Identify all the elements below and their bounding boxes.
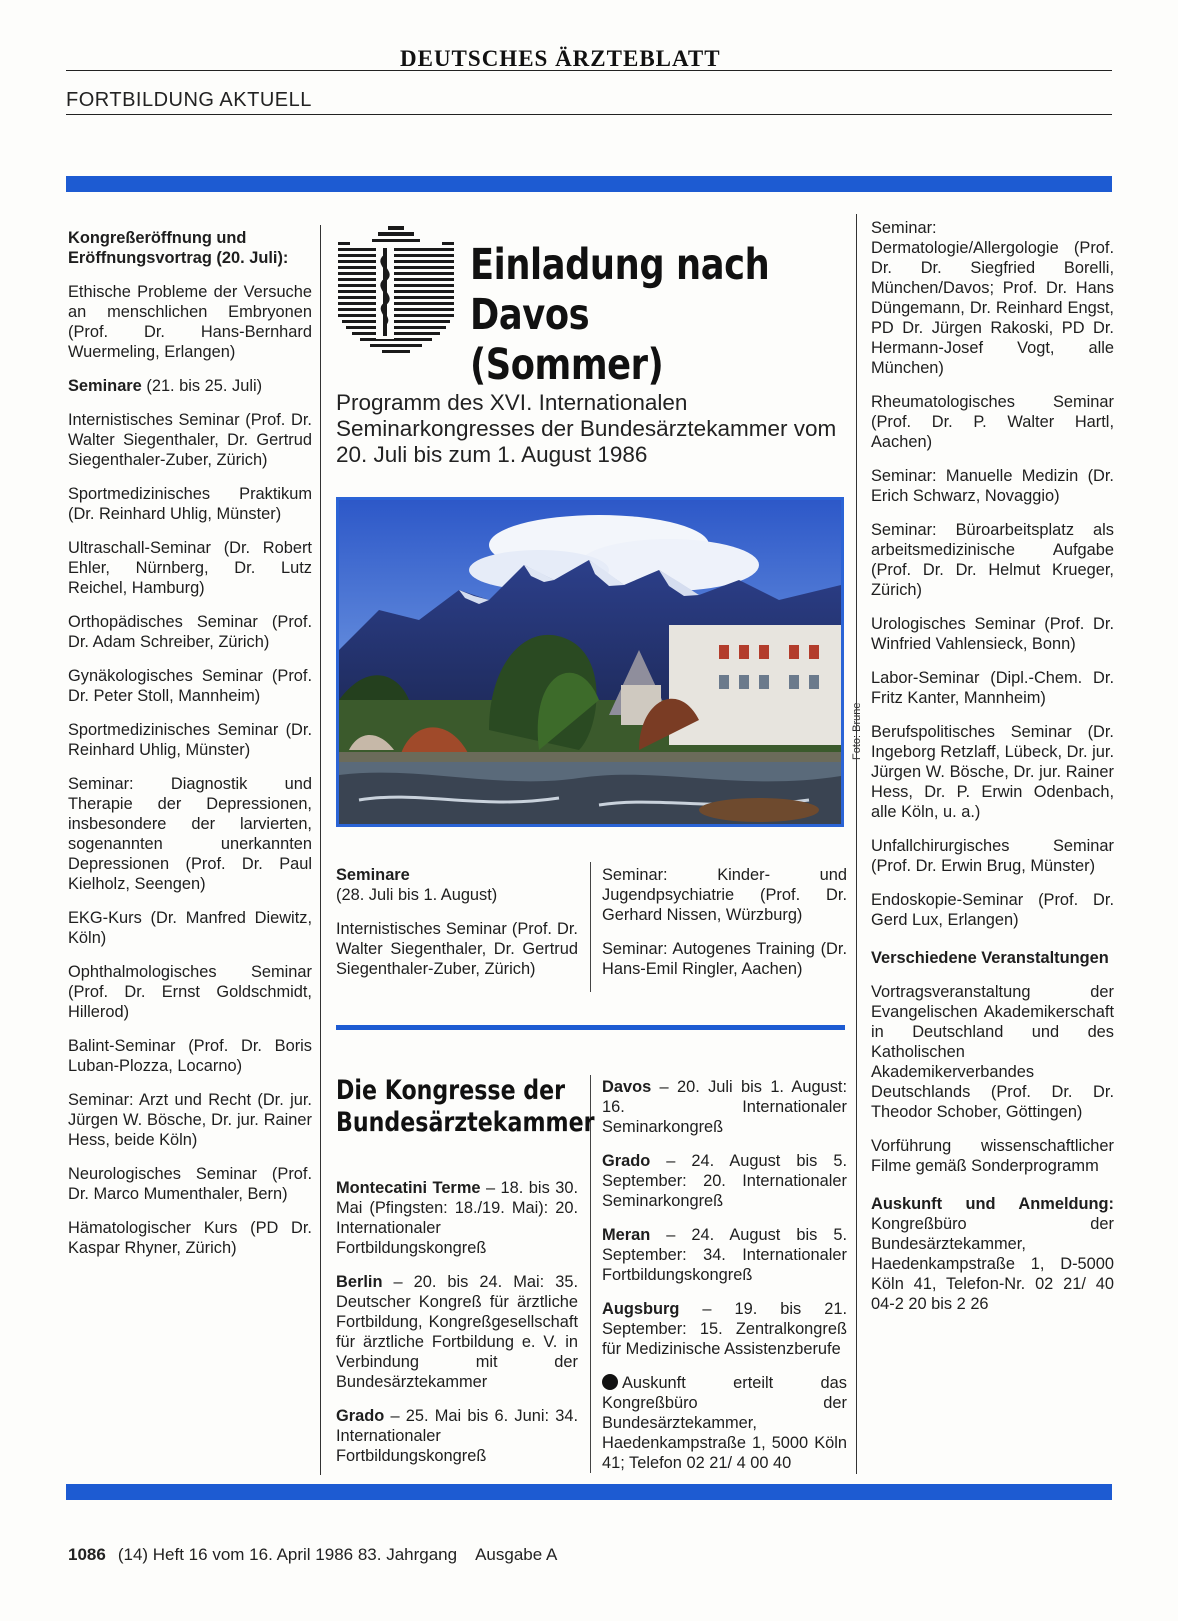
paragraph-text: EKG-Kurs (Dr. Manfred Diewitz, Köln) (68, 909, 312, 947)
paragraph (871, 890, 1114, 930)
paragraph-text: Balint-Seminar (Prof. Dr. Boris Luban-Plozza, Locarno) (68, 1037, 312, 1075)
bundesaerztekammer-logo-icon (338, 226, 454, 356)
paragraph-text: – 25. Mai bis 6. Juni: 34. Internationaler Fortbildungskongreß (336, 1407, 578, 1465)
paragraph (871, 614, 1114, 654)
paragraph (336, 1178, 578, 1258)
paragraph (602, 1151, 847, 1211)
article-lead: Programm des XVI. Internationalen Seminarkongresses der Bundesärztekammer vom 20. Juli bis zum 1. August 1986 (336, 390, 837, 467)
paragraph (68, 774, 312, 894)
kongresse-title: Die Kongresse der Bundesärztekammer (336, 1075, 595, 1138)
paragraph-text: Rheumatologisches Seminar (Prof. Dr. P. Walter Hartl, Aachen) (871, 393, 1114, 451)
paragraph (68, 1218, 312, 1258)
paragraph-text: Seminar: Büroarbeitsplatz als arbeitsmedizinische Aufgabe (Prof. Dr. Dr. Helmut Krueger, Zürich) (871, 521, 1114, 599)
paragraph (871, 668, 1114, 708)
paragraph-text: Sportmedizinisches Seminar (Dr. Reinhard Uhlig, Münster) (68, 721, 312, 759)
column-divider-right (856, 214, 857, 1474)
paragraph (68, 538, 312, 598)
info-paragraph (602, 1373, 847, 1473)
paragraph-text: Seminar: Kinder- und Jugendpsychiatrie (Prof. Dr. Gerhard Nissen, Würzburg) (602, 866, 847, 924)
paragraph-text: Labor-Seminar (Dipl.-Chem. Dr. Fritz Kanter, Mannheim) (871, 669, 1114, 707)
paragraph (871, 1136, 1114, 1176)
paragraph-text: Hämatologischer Kurs (PD Dr. Kaspar Rhyner, Zürich) (68, 1219, 312, 1257)
header-rule-bottom (66, 114, 1112, 115)
paragraph-heading: Berlin (336, 1273, 383, 1291)
paragraph-heading: Seminare (336, 866, 410, 884)
paragraph-text: Berufspolitisches Seminar (Dr. Ingeborg Retzlaff, Lübeck, Dr. jur. Jürgen W. Bösche, Dr. jur. Rainer Hess, Dr. P. Erwin Odenbach, alle Köln, u. a.) (871, 723, 1114, 821)
paragraph-text: Urologisches Seminar (Prof. Dr. Winfried Vahlensieck, Bonn) (871, 615, 1114, 653)
paragraph-text: Endoskopie-Seminar (Prof. Dr. Gerd Lux, Erlangen) (871, 891, 1114, 929)
top-blue-bar (66, 176, 1112, 192)
davos-photo (336, 497, 844, 827)
edition-info: Ausgabe A (475, 1545, 558, 1564)
paragraph-text: Seminar: Arzt und Recht (Dr. jur. Jürgen W. Bösche, Dr. jur. Rainer Hess, beide Köln) (68, 1091, 312, 1149)
journal-title: DEUTSCHES ÄRZTEBLATT (400, 46, 721, 71)
column-left (68, 228, 312, 1272)
paragraph (871, 722, 1114, 822)
column-divider-mid-upper (590, 862, 591, 992)
paragraph-heading: Davos (602, 1078, 652, 1096)
paragraph-text: Gynäkologisches Seminar (Prof. Dr. Peter Stoll, Mannheim) (68, 667, 312, 705)
paragraph (871, 218, 1114, 378)
paragraph-text: Vortragsveranstaltung der Evangelischen Akademikerschaft in Deutschland und des Katholischen Akademikerverbandes Deutschlands (Prof. Dr. Dr. Theodor Schober, Göttingen) (871, 983, 1114, 1121)
column-right (871, 218, 1114, 1328)
paragraph-text: Neurologisches Seminar (Prof. Dr. Marco Mumenthaler, Bern) (68, 1165, 312, 1203)
paragraph-text: Unfallchirurgisches Seminar (Prof. Dr. Erwin Brug, Münster) (871, 837, 1114, 875)
paragraph-heading: Verschiedene Veranstaltungen (871, 949, 1109, 967)
paragraph (68, 484, 312, 524)
paragraph (602, 1077, 847, 1137)
paragraph (871, 392, 1114, 452)
issue-info: (14) Heft 16 vom 16. April 1986 83. Jahrgang (117, 1545, 458, 1564)
paragraph-heading: Montecatini Terme (336, 1179, 481, 1197)
paragraph (602, 939, 847, 979)
paragraph-text: Ophthalmologisches Seminar (Prof. Dr. Ernst Goldschmidt, Hillerod) (68, 963, 312, 1021)
paragraph (602, 865, 847, 925)
bottom-blue-bar (66, 1484, 1112, 1500)
paragraph-text: Kongreßbüro der Bundesärztekammer, Haedenkampstraße 1, D-5000 Köln 41, Telefon-Nr. 02 21/ 40 04-2 20 bis 2 26 (871, 1215, 1114, 1313)
section-name: FORTBILDUNG AKTUELL (66, 89, 312, 111)
paragraph (602, 1299, 847, 1359)
info-text: Auskunft erteilt das Kongreßbüro der Bundesärztekammer, Haedenkampstraße 1, 5000 Köln 41; Telefon 02 21/ 4 00 40 (602, 1374, 847, 1472)
paragraph-text: (28. Juli bis 1. August) (336, 886, 498, 904)
paragraph-text: – 18. bis 30. Mai (Pfingsten: 18./19. Mai): 20. Internationaler Fortbildungskongreß (336, 1179, 579, 1257)
paragraph (336, 865, 578, 905)
paragraph (336, 1406, 578, 1466)
paragraph-text: Internistisches Seminar (Prof. Dr. Walter Siegenthaler, Dr. Gertrud Siegenthaler-Zuber, Zürich) (336, 920, 578, 978)
paragraph (68, 1090, 312, 1150)
header-rule-top (66, 70, 1112, 71)
paragraph (871, 836, 1114, 876)
photo-credit: Foto: Brune (851, 702, 863, 760)
page-number: 1086 (68, 1545, 106, 1564)
column-mid-right-lower (602, 1077, 847, 1487)
paragraph (871, 1194, 1114, 1314)
paragraph (336, 919, 578, 979)
paragraph (871, 520, 1114, 600)
paragraph-text: Ethische Probleme der Versuche an menschlichen Embryonen (Prof. Dr. Hans-Bernhard Wuermeling, Erlangen) (68, 283, 312, 361)
paragraph-text: Sportmedizinisches Praktikum (Dr. Reinhard Uhlig, Münster) (68, 485, 312, 523)
paragraph-text: – 20. Juli bis 1. August: 16. Internationaler Seminarkongreß (602, 1078, 847, 1136)
paragraph (68, 666, 312, 706)
paragraph-text: Internistisches Seminar (Prof. Dr. Walter Siegenthaler, Dr. Gertrud Siegenthaler-Zuber, Zürich) (68, 411, 312, 469)
paragraph-text: Seminar: Dermatologie/Allergologie (Prof. Dr. Dr. Siegfried Borelli, München/Davos; Prof. Dr. Hans Düngemann, Dr. Reinhard Engst, PD Dr. Jürgen Rakoski, PD Dr. Hermann-Josef Vogt, alle München) (871, 219, 1114, 377)
paragraph-text: Seminar: Diagnostik und Therapie der Depressionen, insbesondere der larvierten, sogenannten unerkannten Depressionen (Prof. Dr. Paul Kielholz, Seengen) (68, 775, 312, 893)
middle-blue-rule (336, 1025, 845, 1030)
paragraph (871, 466, 1114, 506)
paragraph-heading: Seminare (68, 377, 142, 395)
paragraph (68, 1036, 312, 1076)
paragraph-heading: Meran (602, 1226, 651, 1244)
paragraph-text: – 24. August bis 5. September: 34. Internationaler Fortbildungskongreß (602, 1226, 847, 1284)
paragraph-heading: Augsburg (602, 1300, 680, 1318)
paragraph-text: Ultraschall-Seminar (Dr. Robert Ehler, Nürnberg, Dr. Lutz Reichel, Hamburg) (68, 539, 312, 597)
paragraph-text: – 19. bis 21. September: 15. Zentralkongreß für Medizinische Assistenzberufe (602, 1300, 847, 1358)
paragraph-heading: Kongreßeröffnung und Eröffnungsvortrag (20. Juli): (68, 229, 289, 267)
paragraph-heading: Auskunft und Anmeldung: (871, 1195, 1114, 1213)
article-headline: Einladung nach Davos (Sommer) (470, 240, 770, 390)
paragraph (68, 282, 312, 362)
paragraph-text: – 24. August bis 5. September: 20. Internationaler Seminarkongreß (602, 1152, 847, 1210)
paragraph-text: Seminar: Autogenes Training (Dr. Hans-Emil Ringler, Aachen) (602, 940, 847, 978)
paragraph (68, 962, 312, 1022)
column-mid-left-upper (336, 865, 578, 993)
paragraph-heading: Grado (336, 1407, 385, 1425)
paragraph (68, 720, 312, 760)
column-mid-left-lower (336, 1178, 578, 1480)
paragraph-text: Orthopädisches Seminar (Prof. Dr. Adam Schreiber, Zürich) (68, 613, 312, 651)
paragraph (68, 612, 312, 652)
paragraph (68, 1164, 312, 1204)
paragraph (336, 1272, 578, 1392)
bullet-icon (602, 1374, 618, 1390)
paragraph (602, 1225, 847, 1285)
paragraph (68, 228, 312, 268)
paragraph-text: Vorführung wissenschaftlicher Filme gemäß Sonderprogramm (871, 1137, 1114, 1175)
paragraph (68, 376, 312, 396)
paragraph-text: Seminar: Manuelle Medizin (Dr. Erich Schwarz, Novaggio) (871, 467, 1114, 505)
paragraph-text: – 20. bis 24. Mai: 35. Deutscher Kongreß für ärztliche Fortbildung, Kongreßgesellschaft für ärztliche Fortbildung e. V. in Verbindung mit der Bundesärztekammer (336, 1273, 578, 1391)
paragraph (871, 948, 1114, 968)
paragraph (68, 410, 312, 470)
paragraph (68, 908, 312, 948)
paragraph-heading: Grado (602, 1152, 651, 1170)
paragraph (871, 982, 1114, 1122)
column-mid-right-upper (602, 865, 847, 993)
paragraph-text: (21. bis 25. Juli) (141, 377, 263, 395)
column-divider-left (320, 225, 321, 1475)
page-footer (68, 1545, 557, 1565)
